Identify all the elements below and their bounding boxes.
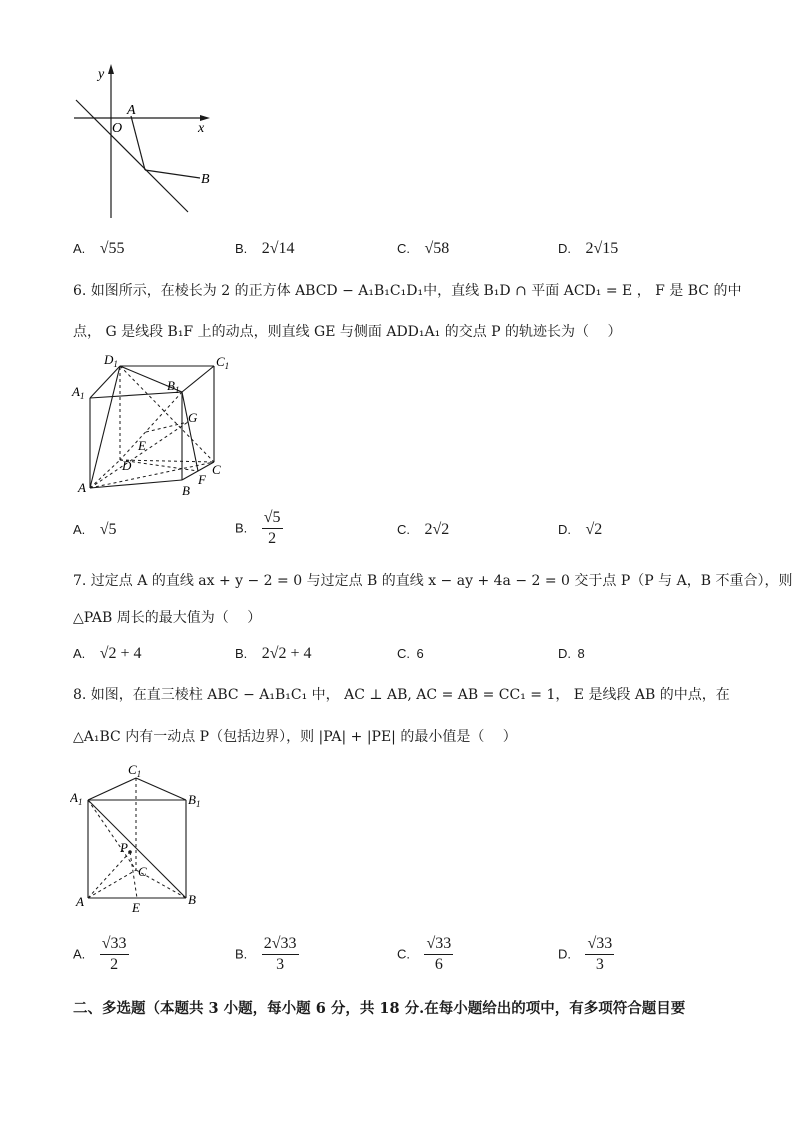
figure-prism bbox=[70, 760, 210, 916]
option-label: A. bbox=[73, 241, 86, 256]
option-label: C. bbox=[397, 241, 410, 256]
option-label: C. bbox=[397, 646, 410, 661]
q5-option-a[interactable] bbox=[73, 240, 125, 258]
segment-A1-B bbox=[88, 800, 186, 898]
point-P bbox=[128, 850, 132, 854]
label-C: C bbox=[138, 864, 147, 879]
option-value: 2√14 bbox=[261, 240, 295, 257]
label-x: x bbox=[198, 121, 205, 136]
q7-line-2: △PAB 周长的最大值为（ ） bbox=[73, 610, 262, 626]
option-label: A. bbox=[73, 646, 86, 661]
option-label: B. bbox=[235, 520, 248, 536]
numerator: √33 bbox=[585, 934, 614, 955]
label-A: A bbox=[127, 103, 136, 118]
label-B: B bbox=[182, 483, 190, 498]
q6-option-a[interactable] bbox=[73, 521, 117, 539]
option-label: A. bbox=[73, 522, 86, 537]
q6-option-d[interactable] bbox=[558, 521, 602, 539]
option-label: C. bbox=[397, 522, 410, 537]
option-label: D. bbox=[558, 646, 571, 661]
q8-option-b[interactable] bbox=[235, 934, 299, 975]
edge-C1-B1 bbox=[136, 778, 186, 800]
label-D: D bbox=[122, 458, 132, 473]
q7-line-1: 7. 过定点 A 的直线 ax + y − 2 = 0 与过定点 B 的直线 x − ay + 4a − 2 = 0 交于点 P（P 与 A，B 不重合），则 bbox=[73, 573, 793, 589]
denominator: 2 bbox=[110, 956, 119, 973]
label-C1: $C_1$ bbox=[128, 762, 142, 779]
label-P: P bbox=[120, 840, 128, 855]
label-B: B bbox=[188, 892, 196, 907]
q6-option-b[interactable] bbox=[235, 508, 283, 549]
label-D1: $D_1$ bbox=[104, 352, 118, 369]
denominator: 6 bbox=[434, 956, 443, 973]
numerator: √33 bbox=[100, 934, 129, 955]
segment-A-C bbox=[90, 462, 214, 488]
label-O: O bbox=[112, 121, 123, 136]
label-y: y bbox=[98, 67, 105, 82]
label-B1: $B_1$ bbox=[188, 792, 201, 809]
option-label: B. bbox=[235, 241, 248, 256]
option-value: √5 bbox=[99, 521, 117, 538]
edge-A-C bbox=[88, 870, 136, 898]
q8-line-1: 8. 如图，在直三棱柱 ABC − A₁B₁C₁ 中， AC ⊥ AB, AC = AB = CC₁ = 1， E 是线段 AB 的中点，在 bbox=[73, 687, 730, 703]
q5-option-c[interactable] bbox=[397, 240, 449, 258]
edge-A-B bbox=[90, 480, 182, 488]
label-C: C bbox=[212, 462, 221, 477]
option-fraction bbox=[100, 934, 129, 975]
option-fraction bbox=[262, 934, 299, 975]
option-label: D. bbox=[558, 522, 571, 537]
option-label: C. bbox=[397, 946, 410, 962]
q8-option-c[interactable] bbox=[397, 934, 453, 975]
option-value: 2√2 bbox=[424, 521, 450, 538]
option-label: B. bbox=[235, 646, 248, 661]
denominator: 3 bbox=[276, 956, 285, 973]
segment-A1-C bbox=[88, 800, 136, 870]
label-B: B bbox=[201, 172, 210, 187]
edge-B1-C1 bbox=[182, 366, 214, 392]
q8-option-a[interactable] bbox=[73, 934, 129, 975]
figure-cube bbox=[70, 352, 240, 500]
segment-B1-D bbox=[120, 392, 182, 460]
label-E: E bbox=[132, 900, 140, 915]
q8-option-d[interactable] bbox=[558, 934, 614, 975]
numerator: √5 bbox=[262, 508, 283, 529]
option-value: √55 bbox=[99, 240, 125, 257]
section-2-title: 二、多选题（本题共 3 小题，每小题 6 分，共 18 分.在每小题给出的项中，有多项符合题目要 bbox=[73, 1000, 686, 1017]
denominator: 2 bbox=[268, 530, 277, 547]
option-label: D. bbox=[558, 946, 571, 962]
segment-A-D1 bbox=[90, 366, 120, 488]
option-value: 8 bbox=[577, 646, 585, 661]
option-label: D. bbox=[558, 241, 571, 256]
q7-option-d[interactable] bbox=[558, 645, 585, 663]
option-fraction bbox=[424, 934, 453, 975]
denominator: 3 bbox=[595, 956, 604, 973]
option-fraction bbox=[585, 934, 614, 975]
option-label: B. bbox=[235, 946, 248, 962]
q6-option-c[interactable] bbox=[397, 521, 449, 539]
figure-coordinate-diagram bbox=[60, 60, 230, 225]
label-G: G bbox=[188, 410, 198, 425]
label-A1: $A_1$ bbox=[70, 790, 83, 807]
numerator: 2√33 bbox=[262, 934, 299, 955]
option-value: √2 bbox=[585, 521, 603, 538]
q7-option-a[interactable] bbox=[73, 645, 142, 663]
label-C1: $C_1$ bbox=[216, 354, 230, 371]
q7-option-b[interactable] bbox=[235, 645, 312, 663]
q6-line-2: 点， G 是线段 B₁F 上的动点，则直线 GE 与侧面 ADD₁A₁ 的交点 P 的轨迹长为（ ） bbox=[73, 324, 622, 340]
label-F: F bbox=[198, 472, 206, 487]
q7-option-c[interactable] bbox=[397, 645, 424, 663]
y-axis-arrow bbox=[108, 64, 114, 74]
label-B1: $B_1$ bbox=[167, 378, 180, 395]
edge-A1-C1 bbox=[88, 778, 136, 800]
option-fraction bbox=[262, 508, 283, 549]
label-A1: $A_1$ bbox=[72, 384, 85, 401]
segment-A-P bbox=[88, 852, 130, 898]
label-E: E bbox=[138, 438, 146, 453]
label-A: A bbox=[76, 894, 84, 909]
option-value: √58 bbox=[424, 240, 450, 257]
option-value: 6 bbox=[416, 646, 424, 661]
option-value: √2 + 4 bbox=[99, 645, 142, 662]
q6-line-1: 6. 如图所示，在棱长为 2 的正方体 ABCD − A₁B₁C₁D₁中，直线 B₁D ∩ 平面 ACD₁ = E ， F 是 BC 的中 bbox=[73, 283, 742, 299]
edge-A-D bbox=[90, 460, 120, 488]
q5-option-d[interactable] bbox=[558, 240, 618, 258]
option-value: 2√15 bbox=[585, 240, 619, 257]
label-A: A bbox=[78, 480, 86, 495]
option-label: A. bbox=[73, 946, 86, 962]
numerator: √33 bbox=[424, 934, 453, 955]
q5-option-b[interactable] bbox=[235, 240, 295, 258]
option-value: 2√2 + 4 bbox=[261, 645, 312, 662]
q8-line-2: △A₁BC 内有一动点 P（包括边界），则 |PA| + |PE| 的最小值是（ ） bbox=[73, 729, 517, 745]
